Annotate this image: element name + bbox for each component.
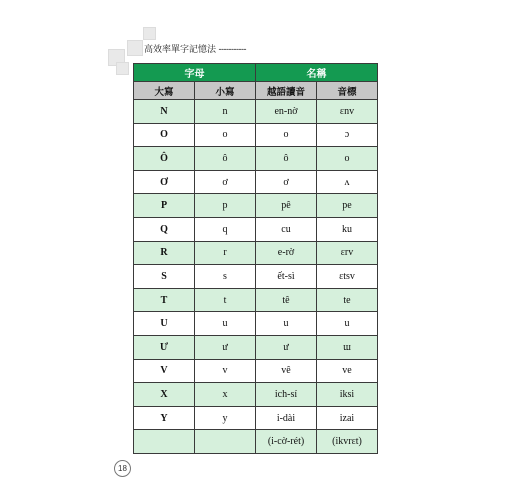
decorative-square: [116, 62, 129, 75]
header-uppercase: 大寫: [134, 82, 195, 100]
cell-vietnamese-reading: cu: [256, 217, 317, 241]
cell-lowercase: v: [195, 359, 256, 383]
cell-vietnamese-reading: en-nờ: [256, 100, 317, 124]
header-lowercase: 小寫: [195, 82, 256, 100]
cell-phonetic: ku: [317, 217, 378, 241]
cell-lowercase: p: [195, 194, 256, 218]
decorative-square: [143, 27, 156, 40]
cell-uppercase: R: [134, 241, 195, 265]
cell-phonetic: ɛnv: [317, 100, 378, 124]
cell-uppercase: Ơ: [134, 170, 195, 194]
cell-lowercase: x: [195, 383, 256, 407]
cell-phonetic: izai: [317, 406, 378, 430]
table-row: [134, 241, 378, 265]
table-row: [134, 170, 378, 194]
cell-vietnamese-reading: vê: [256, 359, 317, 383]
table-row: [134, 359, 378, 383]
cell-uppercase: S: [134, 265, 195, 289]
cell-phonetic: ɔ: [317, 123, 378, 147]
cell-uppercase: V: [134, 359, 195, 383]
header-letter: 字母: [134, 64, 256, 82]
table-row: [134, 194, 378, 218]
cell-vietnamese-reading: tê: [256, 288, 317, 312]
cell-uppercase: T: [134, 288, 195, 312]
header-vietnamese-reading: 越語讀音: [256, 82, 317, 100]
table-row: [134, 312, 378, 336]
cell-uppercase: U: [134, 312, 195, 336]
cell-phonetic: pe: [317, 194, 378, 218]
cell-phonetic: ɛrv: [317, 241, 378, 265]
cell-lowercase: n: [195, 100, 256, 124]
table-row: [134, 217, 378, 241]
table-row: [134, 123, 378, 147]
cell-lowercase: s: [195, 265, 256, 289]
cell-lowercase: ô: [195, 147, 256, 171]
cell-vietnamese-reading: ơ: [256, 170, 317, 194]
cell-vietnamese-reading: (i-cờ-rét): [256, 430, 317, 454]
cell-uppercase: Ô: [134, 147, 195, 171]
table-row: [134, 288, 378, 312]
page-heading-dashes: -----------: [218, 44, 246, 54]
cell-vietnamese-reading: ết-sì: [256, 265, 317, 289]
page-heading-title: 高效率單字記憶法: [144, 44, 217, 54]
table-row: [134, 383, 378, 407]
cell-lowercase: t: [195, 288, 256, 312]
table-row: [134, 406, 378, 430]
cell-lowercase: r: [195, 241, 256, 265]
table-row: [134, 100, 378, 124]
header-phonetic: 音標: [317, 82, 378, 100]
table-row: [134, 430, 378, 454]
cell-uppercase: N: [134, 100, 195, 124]
cell-uppercase: O: [134, 123, 195, 147]
cell-phonetic: ʌ: [317, 170, 378, 194]
cell-lowercase: y: [195, 406, 256, 430]
cell-vietnamese-reading: e-rờ: [256, 241, 317, 265]
cell-uppercase: [134, 430, 195, 454]
cell-vietnamese-reading: u: [256, 312, 317, 336]
cell-vietnamese-reading: ô: [256, 147, 317, 171]
cell-vietnamese-reading: i-dài: [256, 406, 317, 430]
page-heading: [144, 42, 246, 55]
cell-vietnamese-reading: ich-sí: [256, 383, 317, 407]
table-body: [134, 100, 378, 454]
cell-lowercase: o: [195, 123, 256, 147]
table-row: [134, 147, 378, 171]
cell-phonetic: te: [317, 288, 378, 312]
cell-phonetic: ɯ: [317, 335, 378, 359]
cell-lowercase: ơ: [195, 170, 256, 194]
cell-phonetic: u: [317, 312, 378, 336]
table-row: [134, 335, 378, 359]
cell-vietnamese-reading: pê: [256, 194, 317, 218]
cell-uppercase: Ư: [134, 335, 195, 359]
cell-uppercase: Y: [134, 406, 195, 430]
cell-phonetic: (ikvrɛt): [317, 430, 378, 454]
table-row: [134, 265, 378, 289]
page-number: 18: [114, 460, 131, 477]
alphabet-table: [133, 63, 378, 454]
cell-vietnamese-reading: ư: [256, 335, 317, 359]
cell-lowercase: q: [195, 217, 256, 241]
decorative-square: [127, 40, 143, 56]
header-name: 名稱: [256, 64, 378, 82]
cell-lowercase: [195, 430, 256, 454]
cell-lowercase: u: [195, 312, 256, 336]
cell-phonetic: iksi: [317, 383, 378, 407]
cell-vietnamese-reading: o: [256, 123, 317, 147]
cell-uppercase: Q: [134, 217, 195, 241]
cell-phonetic: o: [317, 147, 378, 171]
cell-uppercase: P: [134, 194, 195, 218]
cell-lowercase: ư: [195, 335, 256, 359]
cell-phonetic: ve: [317, 359, 378, 383]
cell-phonetic: ɛtsv: [317, 265, 378, 289]
cell-uppercase: X: [134, 383, 195, 407]
